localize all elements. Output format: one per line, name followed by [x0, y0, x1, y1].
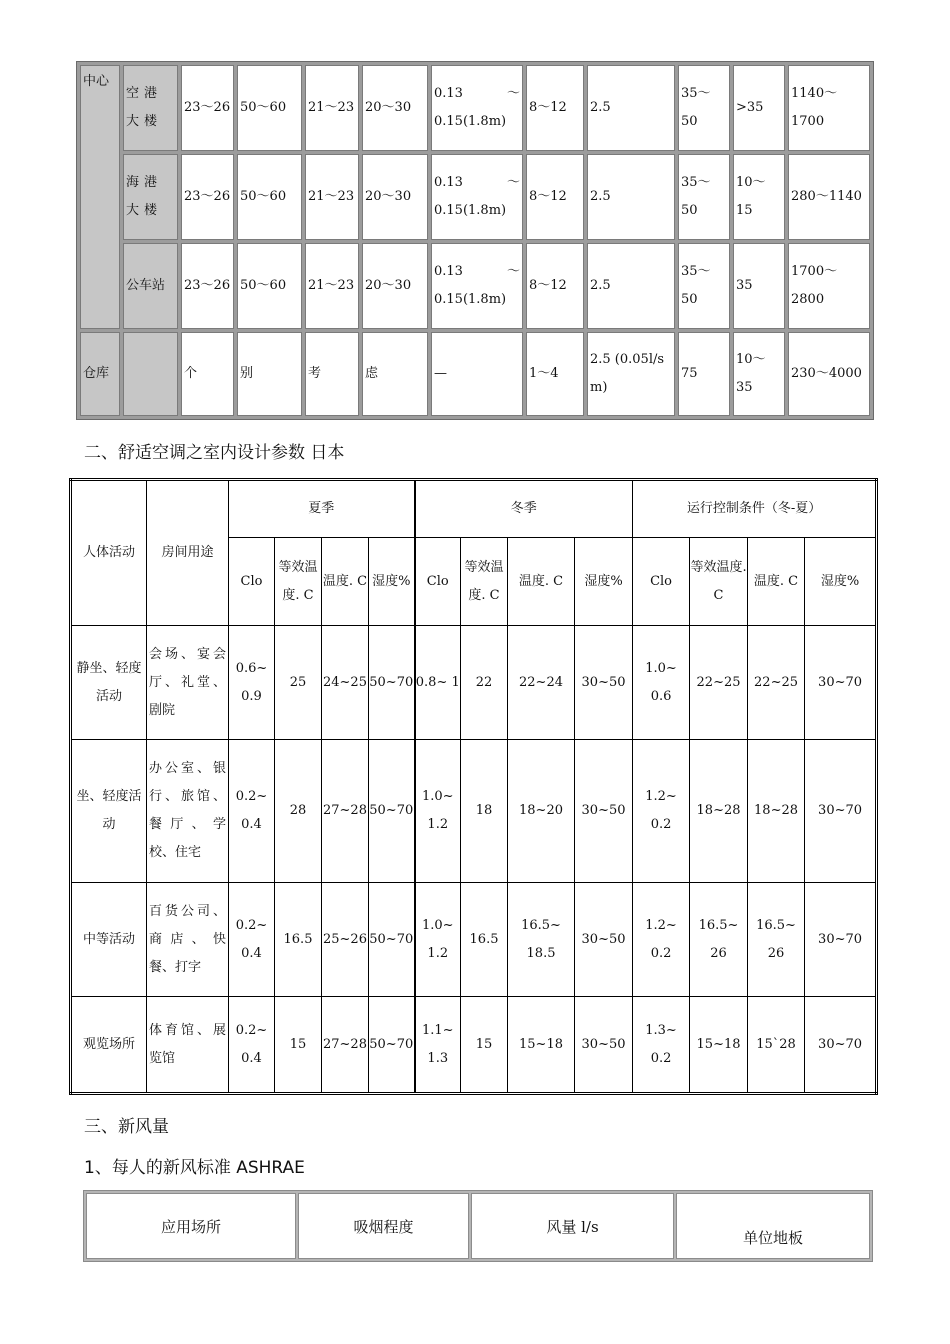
value-cell: 16.5~ 18.5 — [508, 883, 575, 997]
value-cell: 27~28 — [322, 740, 369, 883]
velocity-cell: 0.13 ～ 0.15(1.8m) — [431, 243, 523, 329]
col-smoking: 吸烟程度 — [298, 1193, 469, 1259]
value-cell: 15 — [275, 997, 322, 1094]
value-cell: 15~18 — [508, 997, 575, 1094]
table-cell: 20～30 — [362, 154, 428, 240]
table-cell: 2.5 (0.05l/s m) — [587, 332, 675, 416]
value-cell: 30~50 — [575, 883, 633, 997]
value-cell: 15`28 — [748, 997, 805, 1094]
value-cell: 28 — [275, 740, 322, 883]
table-cell: — — [431, 332, 523, 416]
col-floor-unit: 单位地板 — [676, 1193, 870, 1259]
value-cell: 16.5~ 26 — [748, 883, 805, 997]
table-cell: 10～35 — [733, 332, 785, 416]
value-cell: 18 — [461, 740, 508, 883]
col-winter: 冬季 — [415, 480, 633, 538]
value-cell: 0.8~ 1 — [415, 626, 461, 740]
col-control: 运行控制条件（冬-夏） — [633, 480, 877, 538]
value-cell: 18~20 — [508, 740, 575, 883]
value-cell: 24~25 — [322, 626, 369, 740]
value-cell: 1.2~ 0.2 — [633, 740, 690, 883]
table-row — [71, 626, 877, 740]
table-cell: 21～23 — [305, 65, 359, 151]
table-cell: 8～12 — [526, 243, 584, 329]
value-cell: 22 — [461, 626, 508, 740]
value-cell: 1.0~ 0.6 — [633, 626, 690, 740]
table-cell: 21～23 — [305, 154, 359, 240]
sub-eq-temp: 等效温度. C — [275, 538, 322, 626]
sub-temp: 温度. C — [322, 538, 369, 626]
japan-comfort-table — [69, 478, 878, 1095]
value-cell: 1.0~ 1.2 — [415, 740, 461, 883]
section-heading-3: 三、新风量 — [84, 1117, 169, 1137]
value-cell: 22~25 — [690, 626, 748, 740]
use-cell: 体育馆、展览馆 — [147, 997, 229, 1094]
table-cell: 23～26 — [181, 65, 234, 151]
place-cell: 公车站 — [123, 243, 178, 329]
table-cell: 8～12 — [526, 65, 584, 151]
value-cell: 18~28 — [690, 740, 748, 883]
table-row — [80, 332, 870, 416]
sub-clo: Clo — [633, 538, 690, 626]
table-cell: 75 — [678, 332, 730, 416]
ashrae-table — [83, 1190, 873, 1262]
upper-parameters-table — [76, 61, 874, 420]
sub-temp: 温度. C — [748, 538, 805, 626]
table-cell: 1140～1700 — [788, 65, 870, 151]
sub-eq-temp: 等效温度. C — [461, 538, 508, 626]
table-cell: 2.5 — [587, 243, 675, 329]
value-cell: 27~28 — [322, 997, 369, 1094]
sub-rh: 湿度% — [575, 538, 633, 626]
table-row — [71, 997, 877, 1094]
value-cell: 50~70 — [369, 740, 415, 883]
table-cell: 35～50 — [678, 243, 730, 329]
sub-eq-temp: 等效温度. C — [690, 538, 748, 626]
table-cell: 别 — [237, 332, 302, 416]
table-cell: 2.5 — [587, 154, 675, 240]
value-cell: 1.1~ 1.3 — [415, 997, 461, 1094]
table-cell: 8～12 — [526, 154, 584, 240]
table-cell: 1～4 — [526, 332, 584, 416]
sub-temp: 温度. C — [508, 538, 575, 626]
value-cell: 15 — [461, 997, 508, 1094]
value-cell: 30~70 — [805, 626, 877, 740]
table-cell: 21～23 — [305, 243, 359, 329]
table-row — [71, 740, 877, 883]
sub-rh: 湿度% — [805, 538, 877, 626]
value-cell: 30~70 — [805, 883, 877, 997]
use-cell: 会场、宴会厅、礼堂、剧院 — [147, 626, 229, 740]
value-cell: 30~50 — [575, 997, 633, 1094]
header-row — [71, 480, 877, 538]
value-cell: 18~28 — [748, 740, 805, 883]
value-cell: 25 — [275, 626, 322, 740]
table-row — [71, 883, 877, 997]
table-cell — [123, 332, 178, 416]
value-cell: 16.5 — [275, 883, 322, 997]
use-cell: 办公室、银行、旅馆、餐厅、学校、住宅 — [147, 740, 229, 883]
value-cell: 22~25 — [748, 626, 805, 740]
table-row — [80, 243, 870, 329]
table-cell: 1700～2800 — [788, 243, 870, 329]
value-cell: 1.3~ 0.2 — [633, 997, 690, 1094]
value-cell: 1.0~ 1.2 — [415, 883, 461, 997]
value-cell: 30~50 — [575, 740, 633, 883]
value-cell: 0.2~ 0.4 — [229, 740, 275, 883]
value-cell: 0.2~ 0.4 — [229, 997, 275, 1094]
table-cell: 考 — [305, 332, 359, 416]
table-cell: 个 — [181, 332, 234, 416]
table-cell: 20～30 — [362, 243, 428, 329]
table-cell: 35～50 — [678, 65, 730, 151]
value-cell: 22~24 — [508, 626, 575, 740]
table-cell: 10～15 — [733, 154, 785, 240]
table-cell: 230～4000 — [788, 332, 870, 416]
table-cell: 280～1140 — [788, 154, 870, 240]
velocity-cell: 0.13 ～ 0.15(1.8m) — [431, 154, 523, 240]
col-application: 应用场所 — [86, 1193, 296, 1259]
value-cell: 25~26 — [322, 883, 369, 997]
col-airflow: 风量 l/s — [471, 1193, 674, 1259]
activity-cell: 坐、轻度活动 — [71, 740, 147, 883]
sub-clo: Clo — [415, 538, 461, 626]
table-cell: 20～30 — [362, 65, 428, 151]
value-cell: 15~18 — [690, 997, 748, 1094]
table-row — [80, 65, 870, 151]
table-cell: 35～50 — [678, 154, 730, 240]
activity-cell: 中等活动 — [71, 883, 147, 997]
table-cell: 50～60 — [237, 154, 302, 240]
table-cell: 50～60 — [237, 65, 302, 151]
table-cell: 35 — [733, 243, 785, 329]
activity-cell: 静坐、轻度活动 — [71, 626, 147, 740]
header-row — [86, 1193, 870, 1259]
group-label: 中心 — [80, 65, 120, 329]
use-cell: 百货公司、商店、快餐、打字 — [147, 883, 229, 997]
activity-cell: 观览场所 — [71, 997, 147, 1094]
value-cell: 50~70 — [369, 997, 415, 1094]
velocity-cell: 0.13 ～ 0.15(1.8m) — [431, 65, 523, 151]
table-cell: 虑 — [362, 332, 428, 416]
value-cell: 50~70 — [369, 626, 415, 740]
col-use: 房间用途 — [147, 480, 229, 626]
value-cell: 0.6~ 0.9 — [229, 626, 275, 740]
sub-rh: 湿度% — [369, 538, 415, 626]
sub-clo: Clo — [229, 538, 275, 626]
col-activity: 人体活动 — [71, 480, 147, 626]
value-cell: 0.2~ 0.4 — [229, 883, 275, 997]
value-cell: 30~70 — [805, 997, 877, 1094]
value-cell: 16.5~ 26 — [690, 883, 748, 997]
table-cell: >35 — [733, 65, 785, 151]
place-cell: 空港大楼 — [123, 65, 178, 151]
table-cell: 23～26 — [181, 243, 234, 329]
warehouse-label: 仓库 — [80, 332, 120, 416]
value-cell: 16.5 — [461, 883, 508, 997]
value-cell: 1.2~ 0.2 — [633, 883, 690, 997]
table-cell: 50～60 — [237, 243, 302, 329]
table-cell: 2.5 — [587, 65, 675, 151]
table-row — [80, 154, 870, 240]
place-cell: 海港大楼 — [123, 154, 178, 240]
table-cell: 23～26 — [181, 154, 234, 240]
value-cell: 30~70 — [805, 740, 877, 883]
col-summer: 夏季 — [229, 480, 415, 538]
section-heading-2: 二、舒适空调之室内设计参数 日本 — [84, 443, 345, 463]
section-heading-4: 1、每人的新风标准 ASHRAE — [84, 1158, 305, 1178]
value-cell: 50~70 — [369, 883, 415, 997]
value-cell: 30~50 — [575, 626, 633, 740]
